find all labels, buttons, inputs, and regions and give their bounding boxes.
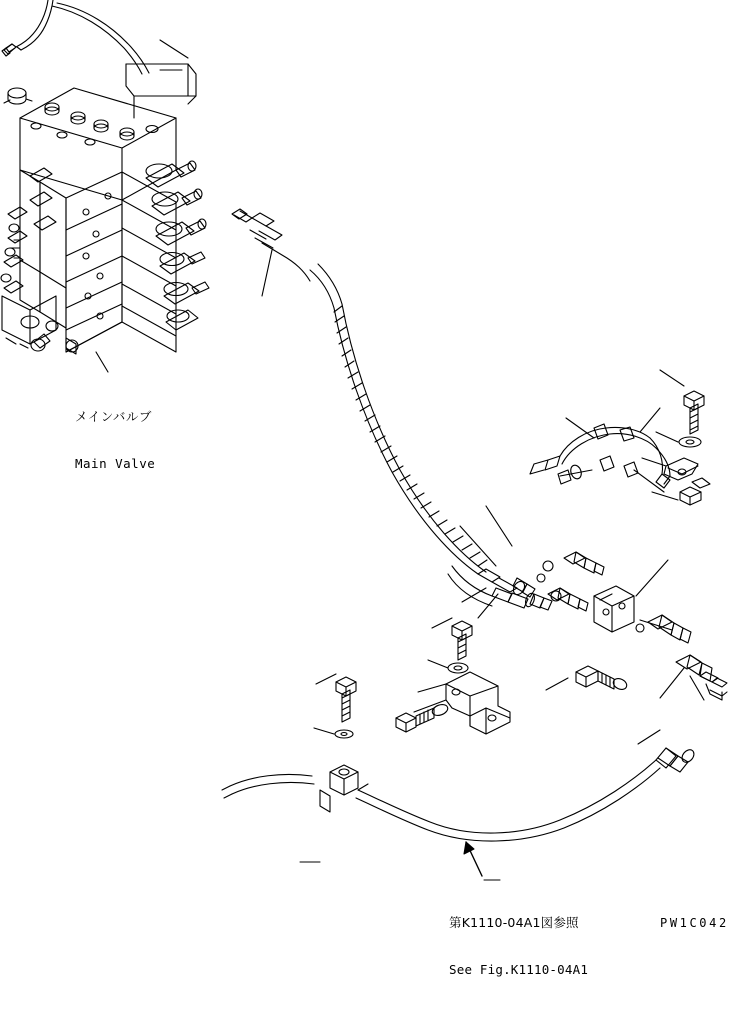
drawing-code: PW1C042 — [660, 916, 729, 930]
see-figure-reference — [449, 884, 588, 1009]
main-valve-label — [75, 378, 155, 503]
see-figure-reference-en: See Fig.K1110-04A1 — [449, 962, 589, 978]
main-valve-label-jp: メインバルブ — [75, 409, 152, 425]
see-figure-reference-jp: 第K1110-04A1図参照 — [449, 915, 579, 931]
main-valve-label-en: Main Valve — [75, 456, 156, 472]
